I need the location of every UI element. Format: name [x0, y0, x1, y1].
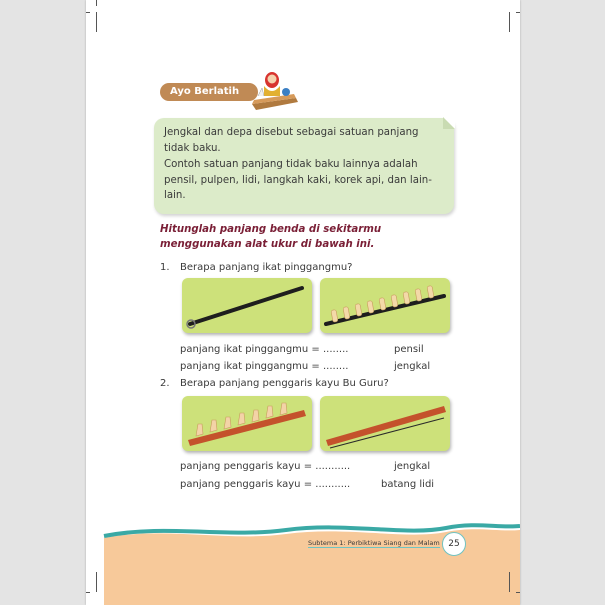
instruction: [160, 222, 381, 252]
belt-image: [182, 278, 312, 333]
page-number: 25: [442, 532, 466, 556]
crop-mark: [96, 0, 97, 6]
question-number: 1.: [160, 262, 170, 273]
section-heading-label: Ayo Berlatih: [170, 86, 240, 97]
question-text: Berapa panjang penggaris kayu Bu Guru?: [180, 378, 389, 389]
instruction-line-1: Hitunglah panjang benda di sekitarmu: [160, 224, 382, 235]
crop-mark: [96, 572, 97, 592]
answer-line: [180, 344, 424, 355]
answer-unit: batang lidi: [381, 479, 435, 490]
belt-with-pencils-image: [320, 278, 450, 333]
answer-line: [180, 461, 431, 472]
answer-unit: jengkal: [394, 361, 431, 372]
crop-mark: [86, 592, 90, 593]
question-number: 2.: [160, 378, 170, 389]
crop-mark: [86, 12, 90, 13]
answer-label: panjang penggaris kayu = ...........: [180, 479, 351, 490]
page-fold-corner: [443, 117, 455, 129]
crop-mark: [516, 592, 520, 593]
student-writing-illustration: [250, 66, 300, 110]
answer-label: panjang ikat pinggangmu = ........: [180, 361, 349, 372]
answer-label: panjang penggaris kayu = ...........: [180, 461, 351, 472]
info-note: [154, 118, 454, 214]
answer-unit: pensil: [394, 344, 424, 355]
workbook-page: [86, 0, 520, 605]
note-paragraph-1: Jengkal dan depa disebut sebagai satuan panjang tidak baku.: [164, 127, 419, 154]
instruction-line-2: menggunakan alat ukur di bawah ini.: [160, 239, 375, 250]
question-1: [160, 262, 352, 273]
ruler-with-stick-image: [320, 396, 450, 451]
answer-line: [180, 479, 435, 490]
crop-mark: [509, 572, 510, 592]
answer-line: [180, 361, 431, 372]
question-text: Berapa panjang ikat pinggangmu?: [180, 262, 353, 273]
footer-subtitle: Subtema 1: Perbiktiwa Siang dan Malam: [308, 539, 440, 547]
ruler-with-hands-image: [182, 396, 312, 451]
crop-mark: [96, 12, 97, 32]
crop-mark: [509, 12, 510, 32]
section-heading: [160, 83, 258, 101]
note-paragraph-2: Contoh satuan panjang tidak baku lainnya adalah pensil, pulpen, lidi, langkah kaki, korek api, dan lain-lain.: [164, 159, 432, 201]
answer-unit: jengkal: [394, 461, 431, 472]
answer-label: panjang ikat pinggangmu = ........: [180, 344, 349, 355]
question-2: [160, 378, 389, 389]
crop-mark: [516, 12, 520, 13]
